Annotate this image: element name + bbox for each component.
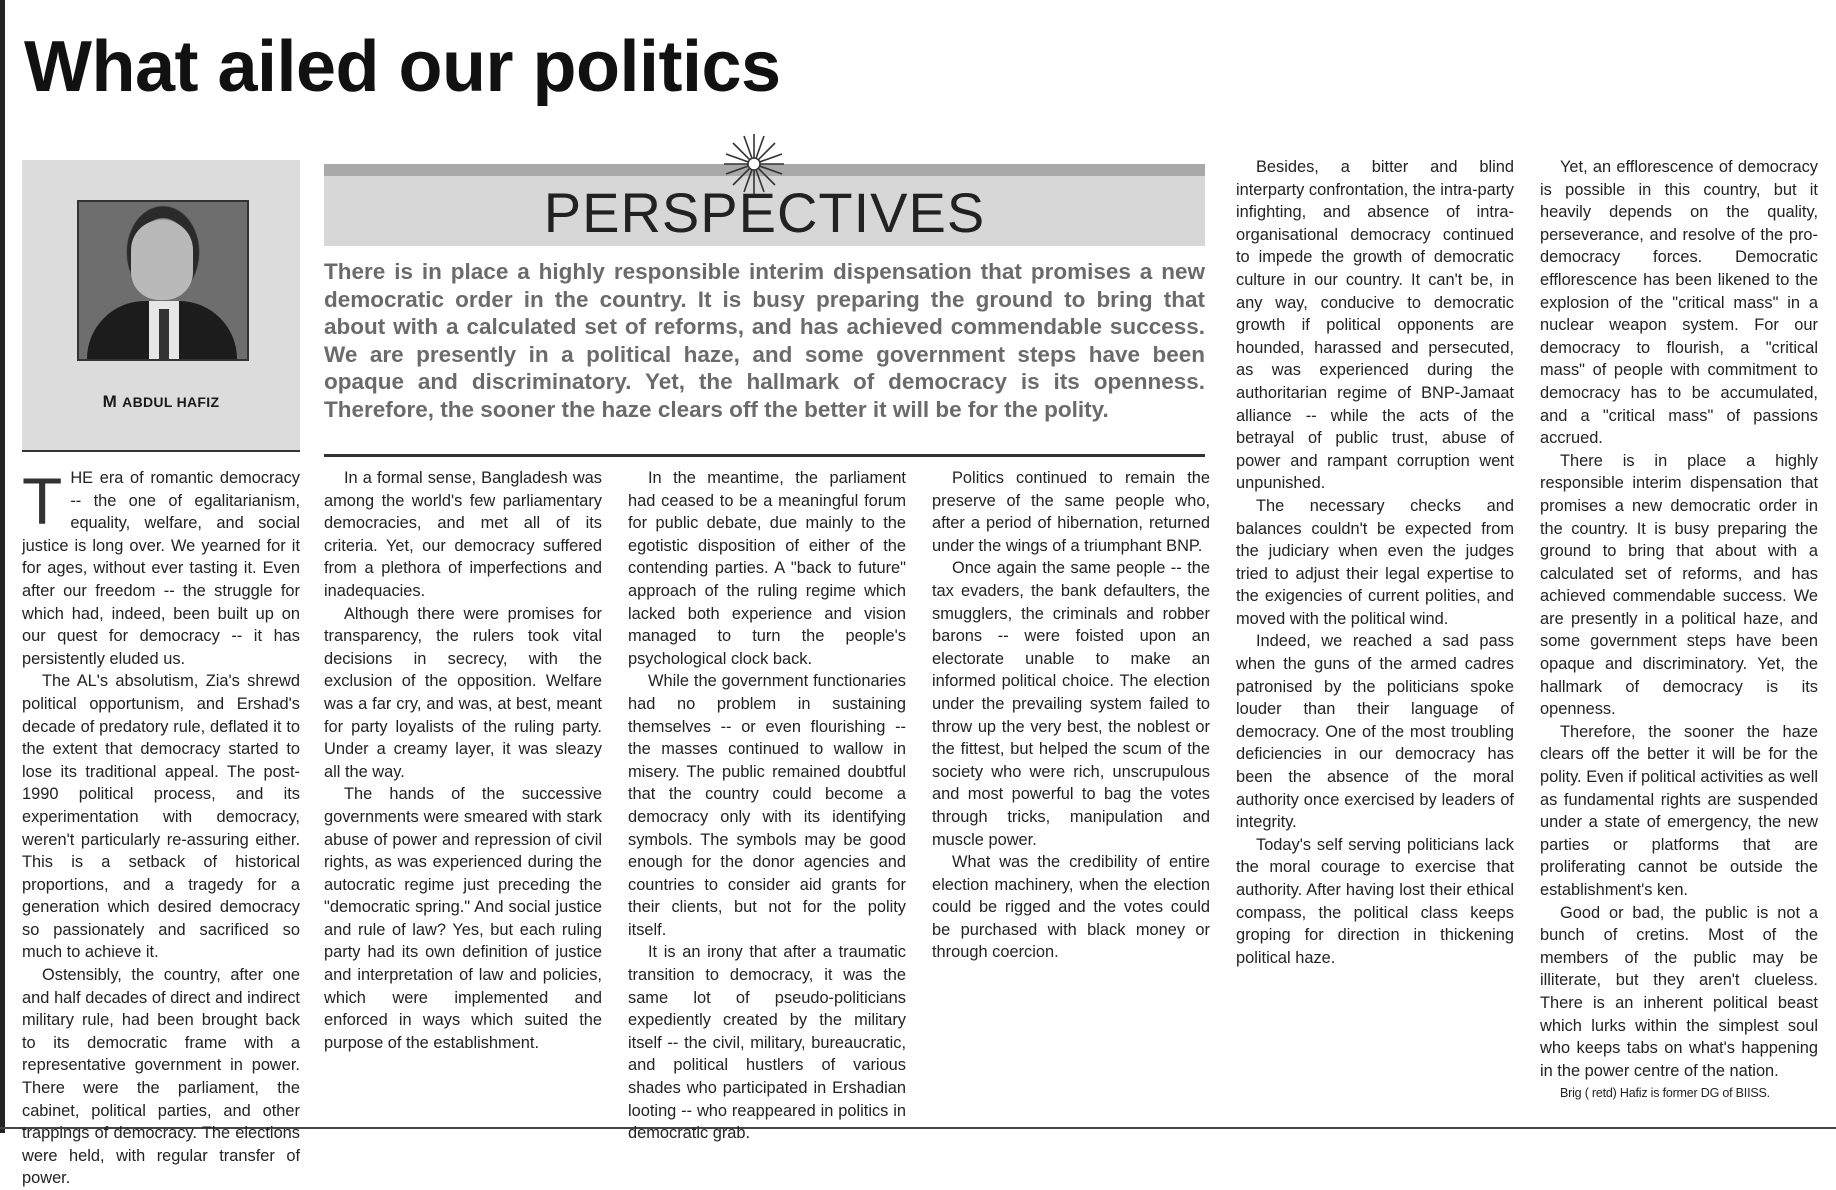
paragraph: While the government functionaries had no problem in sustaining themselves -- or even flourishing -- the masses continued to wallow in misery. The public remained doubtful that the country could become a democracy only with its identifying symbols. The symbols may be good enough for the donor agencies and countries to consider aid grants for their clients, but not for the polity itself. [628,672,906,939]
paragraph: Indeed, we reached a sad pass when the guns of the armed cadres patronised by the politicians spoke louder than their language of democracy. One of the most troubling deficiencies in our democracy has been the absence of the moral authority once exercised by leaders of integrity. [1236,632,1514,832]
author-portrait [77,200,249,361]
paragraph: Besides, a bitter and blind interparty confrontation, the intra-party infighting, and absence of intra-organisational democracy continued to impede the growth of democratic culture in our country. It can't be, in any way, conducive to democratic growth if political opponents are hounded, harassed and persecuted, as was experienced during the authoritarian regime of BNP-Jamaat alliance -- while the acts of the betrayal of public trust, abuse of power and rampant corruption went unpunished. [1236,158,1514,493]
paragraph: Ostensibly, the country, after one and half decades of direct and indirect military rule, had been brought back to its democratic frame with a representative government in power. There were the parliament, the cabinet, political parties, and other trappings of democracy. The elections were held, with regular transfer of power. [22,966,300,1188]
paragraph: Although there were promises for transparency, the rulers took vital decisions in secrecy, with the exclusion of the opposition. Welfare was a far cry, and was, at best, meant for party loyalists of the ruling party. Under a creamy layer, it was sleazy all the way. [324,604,602,781]
page-border-left [0,0,5,1133]
column-1 [22,464,300,1190]
column-2 [324,467,602,1054]
paragraph: Once again the same people -- the tax evaders, the bank defaulters, the smugglers, the criminals and robber barons -- were foisted upon an electorate unable to make an informed political choice. The election under the prevailing system failed to throw up the very best, the noblest or the fittest, but helped the scum of the society who were rich, unscrupulous and most powerful to bag the votes through tricks, manipulation and muscle power. [932,559,1210,849]
paragraph: Good or bad, the public is not a bunch of cretins. Most of the members of the public may be illiterate, but they aren't clueless. There is an inherent political beast which lurks within the simplest soul who keeps tabs on what's happening in the power centre of the nation. [1540,903,1818,1080]
paragraph: The AL's absolutism, Zia's shrewd political opportunism, and Ershad's decade of predatory rule, deflated it to the extent that democracy started to lose its traditional appeal. The post-1990 political process, and its experimentation with democracy, weren't particularly re-assuring either. This is a setback of historical proportions, and a tragedy for a generation which desired democracy so passionately and sacrificed so much to achieve it. [22,672,300,962]
author-name: M ABDUL HAFIZ [102,392,220,411]
section-title: PERSPECTIVES [543,181,986,244]
paragraph: Politics continued to remain the preserve of the same people who, after a period of hibernation, returned under the wings of a triumphant BNP. [932,469,1210,555]
paragraph: There is in place a highly responsible interim dispensation that promises a new democratic order in the country. It is busy preparing the ground to bring that about with a calculated set of reforms, and has achieved commendable success. We are presently in a political haze, and some government steps have been opaque and discriminatory. Yet, the hallmark of democracy is its openness. [1540,451,1818,719]
column-6 [1540,156,1818,1105]
divider [324,454,1205,457]
paragraph: In the meantime, the parliament had ceased to be a meaningful forum for public debate, due mainly to the egotistic disposition of either of the contending parties. A "back to future" approach of the ruling regime which lacked both experience and vision managed to turn the people's psychological clock back. [628,469,906,668]
lead-paragraph [22,464,300,670]
author-surname: ABDUL HAFIZ [122,394,220,410]
paragraph: The necessary checks and balances couldn't be expected from the judiciary when even the judges tried to adjust their legal expertise to the exigencies of current polities, and moved with the political wind. [1236,496,1514,628]
paragraph: The hands of the successive governments were smeared with stark abuse of power and repression of civil rights, as was experienced during the autocratic regime just preceding the "democratic spring." And social justice and rule of law? Yes, but each ruling party had its own definition of justice and interpretation of law and policies, which were implemented and enforced in ways which suited the purpose of the establishment. [324,785,602,1052]
paragraph: Today's self serving politicians lack the moral courage to exercise that authority. After having lost their ethical compass, the political class keeps groping for direction in thickening political haze. [1236,835,1514,967]
column-4 [932,467,1210,964]
paragraph: In a formal sense, Bangladesh was among the world's few parliamentary democracies, and met all of its criteria. Yet, our democracy suffered from a plethora of imperfections and inadequacies. [324,469,602,600]
column-3 [628,467,906,1145]
paragraph: It is an irony that after a traumatic transition to democracy, it was the same lot of pseudo-politicians expediently created by the military itself -- the civil, military, bureaucratic, and political hustlers of various shades who participated in Ershadian looting -- who reappeared in politics in democratic grab. [628,943,906,1143]
blurb: There is in place a highly responsible interim dispensation that promises a new democratic order in the country. It is busy preparing the ground to bring that about with a calculated set of reforms, and has achieved commendable success. We are presently in a political haze, and some government steps have been opaque and discriminatory. Yet, the hallmark of democracy is its openness. Therefore, the sooner the haze clears off the better it will be for the polity. [324,259,1205,422]
author-credit: Brig ( retd) Hafiz is former DG of BIISS. [1560,1086,1770,1101]
lead-text: HE era of romantic democracy -- the one of egalitarianism, equality, welfare, and social justice is long over. We yearned for it for ages, without ever tasting it. Even after our freedom -- the struggle for which had, indeed, been built up on our quest for democracy -- it has persistently eluded us. [22,469,300,668]
paragraph: What was the credibility of entire election machinery, when the election could be rigged and the votes could be purchased with black money or through coercion. [932,853,1210,962]
headline: What ailed our politics [24,27,781,107]
author-box [22,160,300,452]
paragraph: Therefore, the sooner the haze clears off the better it will be for the polity. Even if political activities as well as fundamental rights are suspended under a state of emergency, the new parties or platforms that are proliferating cannot be outside the establishment's ken. [1540,722,1818,899]
dropcap: T [22,464,63,538]
column-5 [1236,156,1514,969]
paragraph: Yet, an efflorescence of democracy is possible in this country, but it heavily depends on the quality, perseverance, and resolve of the pro-democracy forces. Democratic efflorescence has been likened to the explosion of the "critical mass" in a nuclear weapon system. For our democracy to flourish, a "critical mass" of people with commitment to democracy has to be accumulated, and a "critical mass" of passions accrued. [1540,158,1818,448]
